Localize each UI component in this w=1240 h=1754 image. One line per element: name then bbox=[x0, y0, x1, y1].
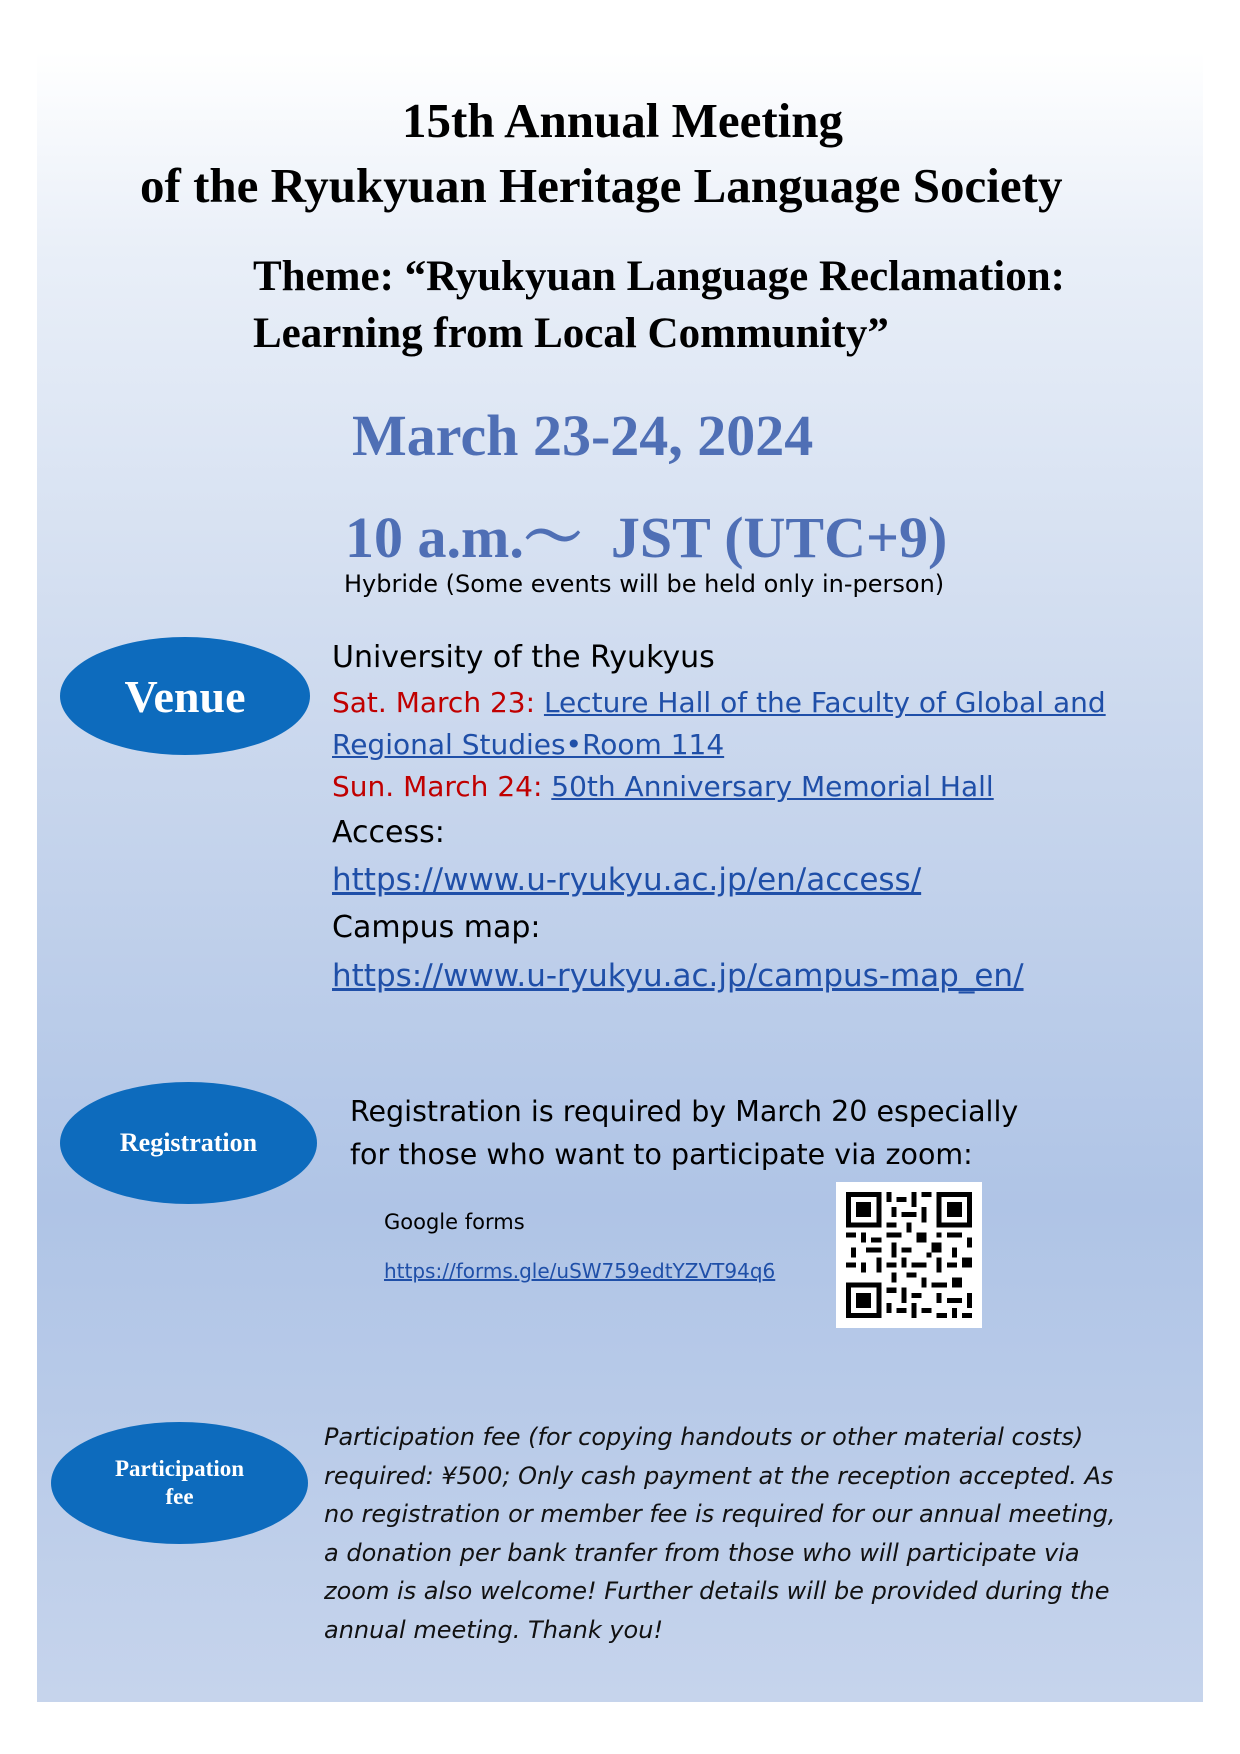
google-forms-link[interactable]: https://forms.gle/uSW759edtYZVT94q6 bbox=[384, 1259, 776, 1283]
campus-map-link[interactable]: https://www.u-ryukyu.ac.jp/campus-map_en/ bbox=[332, 958, 1024, 994]
google-forms-label: Google forms bbox=[384, 1210, 525, 1234]
participation-fee-text bbox=[324, 1418, 1174, 1649]
venue-badge-label: Venue bbox=[124, 670, 246, 722]
fee-text-line: a donation per bank tranfer from those who will participate via bbox=[324, 1538, 1080, 1567]
title-line-2: of the Ryukyuan Heritage Language Society bbox=[140, 158, 1063, 213]
event-format: Hybride (Some events will be held only in-person) bbox=[344, 570, 945, 598]
fee-text-line: Participation fee (for copying handouts or other material costs) bbox=[324, 1423, 1084, 1451]
qr-code-icon[interactable] bbox=[836, 1182, 982, 1328]
fee-text-line: required: ¥500; Only cash payment at the reception accepted. As bbox=[324, 1461, 1114, 1490]
campus-map-label: Campus map: bbox=[332, 910, 541, 945]
venue-university: University of the Ryukyus bbox=[332, 640, 715, 675]
theme-line-2: Learning from Local Community” bbox=[253, 310, 889, 357]
participation-fee-badge-line2: fee bbox=[165, 1484, 194, 1509]
registration-badge-label: Registration bbox=[119, 1128, 258, 1157]
fee-text-line: annual meeting. Thank you! bbox=[324, 1615, 664, 1644]
fee-text-line: no registration or member fee is required for our annual meeting, bbox=[324, 1500, 1116, 1528]
access-link[interactable]: https://www.u-ryukyu.ac.jp/en/access/ bbox=[332, 862, 922, 898]
event-date: March 23-24, 2024 bbox=[352, 403, 814, 468]
participation-fee-badge bbox=[51, 1422, 308, 1544]
title-line-1: 15th Annual Meeting bbox=[402, 93, 844, 148]
saturday-venue-link-cont[interactable]: Regional Studies•Room 114 bbox=[332, 728, 725, 761]
venue-saturday bbox=[332, 686, 1106, 719]
registration-badge bbox=[60, 1082, 317, 1204]
venue-badge bbox=[60, 637, 310, 755]
registration-text-2: for those who want to participate via zoom: bbox=[350, 1138, 973, 1171]
event-time: 10 a.m.～ JST (UTC+9) bbox=[345, 505, 948, 570]
sunday-venue-link[interactable]: 50th Anniversary Memorial Hall bbox=[551, 770, 994, 803]
participation-fee-badge-line1: Participation bbox=[114, 1456, 245, 1482]
theme-line-1: Theme: “Ryukyuan Language Reclamation: bbox=[253, 253, 1065, 300]
venue-saturday-cont bbox=[332, 728, 724, 761]
fee-text-line: zoom is also welcome! Further details will be provided during the bbox=[324, 1577, 1110, 1605]
saturday-label: Sat. March 23: bbox=[332, 686, 544, 719]
sunday-label: Sun. March 24: bbox=[332, 770, 552, 803]
access-label: Access: bbox=[332, 815, 445, 850]
saturday-venue-link[interactable]: Lecture Hall of the Faculty of Global and bbox=[543, 686, 1106, 719]
venue-sunday bbox=[332, 770, 994, 803]
registration-text-1: Registration is required by March 20 especially bbox=[350, 1095, 1019, 1128]
